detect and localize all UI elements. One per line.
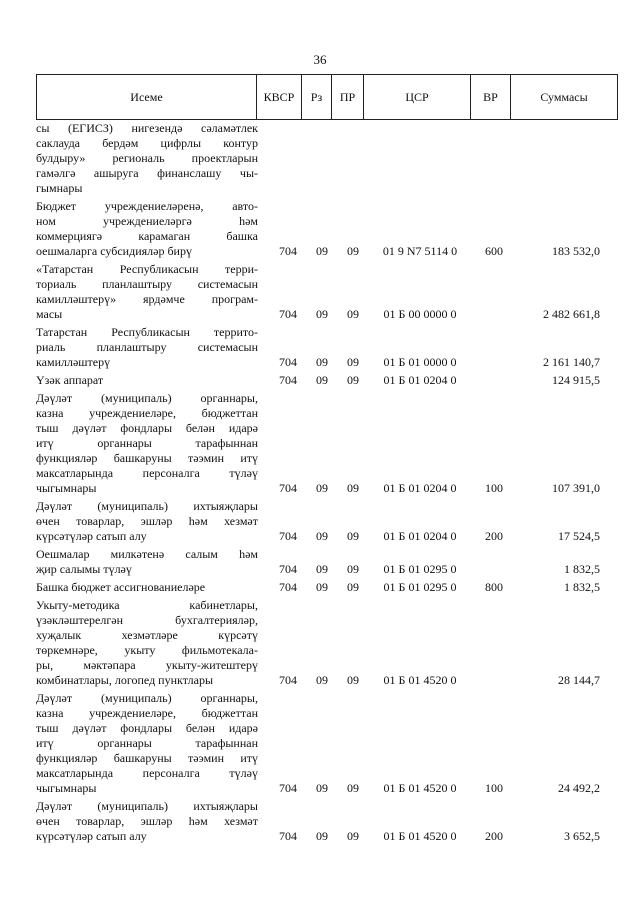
cell-sum: 183 532,0: [552, 244, 600, 258]
cell-rz: 09: [316, 781, 328, 795]
cell-sum: 2 482 661,8: [543, 307, 600, 321]
description-line: Бюджет учреждениеләренә, авто-: [36, 199, 258, 213]
description-line: Укыту-методика кабинетлары,: [36, 598, 258, 612]
description-line: гамәлгә ашыруга финанслашу чы-: [36, 166, 258, 180]
table-row: [36, 799, 618, 847]
table-body: [36, 121, 618, 847]
cell-rz: 09: [316, 355, 328, 369]
row-codes: [36, 580, 618, 595]
cell-kvsr: 704: [279, 355, 297, 369]
table-row: [36, 391, 618, 499]
table-row: [36, 547, 618, 580]
description-line: Дәүләт (муниципаль) органнары,: [36, 691, 258, 705]
description-line: казна учреждениеләре, бюджеттан: [36, 706, 258, 720]
description-line: күрсәтүләр сатып алу: [36, 529, 147, 543]
cell-csr: 01 9 N7 5114 0: [382, 244, 458, 258]
description-line: чыгымнары: [36, 781, 97, 795]
row-codes: [36, 481, 618, 496]
description-line: ториаль планлаштыру системасын: [36, 277, 258, 291]
cell-sum: 28 144,7: [558, 673, 600, 687]
cell-vr: 100: [485, 781, 503, 795]
description-line: ры, мәктәпара укыту-житештерү: [36, 658, 258, 672]
row-codes: [36, 307, 618, 322]
description-line: Дәүләт (муниципаль) органнары,: [36, 391, 258, 405]
description-line: камилләштерү» ярдәмче програм-: [36, 292, 258, 306]
table-row: [36, 598, 618, 691]
cell-sum: 24 492,2: [558, 781, 600, 795]
description-line: Дәүләт (муниципаль) ихтыяҗлары: [36, 799, 258, 813]
cell-csr: 01 Б 01 0204 0: [383, 373, 457, 387]
description-line: үзәкләштерелгән бухгалтерияләр,: [36, 613, 258, 627]
header-rz: Рз: [302, 75, 332, 119]
cell-kvsr: 704: [279, 307, 297, 321]
description-line: ном учреждениеләргә һәм: [36, 214, 258, 228]
description-line: сы (ЕГИСЗ) нигезендә сәламәтлек: [36, 121, 258, 135]
description-line: Татарстан Республикасын террито-: [36, 325, 258, 339]
cell-rz: 09: [316, 307, 328, 321]
description-line: функцияләр башкаруны тәэмин итү: [36, 451, 258, 465]
table-row: [36, 325, 618, 373]
table-row: [36, 199, 618, 262]
description-line: Үзәк аппарат: [36, 373, 104, 387]
table-row: [36, 580, 618, 598]
description-line: Дәүләт (муниципаль) ихтыяҗлары: [36, 499, 258, 513]
table-row: [36, 121, 618, 199]
header-csr: ЦСР: [364, 75, 471, 119]
header-vr: ВР: [471, 75, 511, 119]
cell-csr: 01 Б 01 0295 0: [383, 562, 457, 576]
cell-pr: 09: [347, 307, 359, 321]
header-kvsr: КВСР: [257, 75, 302, 119]
description-line: тыш дәүләт фондлары белән идарә: [36, 721, 258, 735]
cell-kvsr: 704: [279, 562, 297, 576]
cell-kvsr: 704: [279, 673, 297, 687]
table-header: [36, 74, 618, 120]
description-line: җир салымы түләү: [36, 562, 132, 576]
description-line: Оешмалар милкәтенә салым һәм: [36, 547, 258, 561]
cell-sum: 107 391,0: [552, 481, 600, 495]
table-row: [36, 499, 618, 547]
table-row: [36, 373, 618, 391]
description-line: булдыру» региональ проектларын: [36, 151, 258, 165]
description-line: хуҗалык хезмәтләре күрсәтү: [36, 628, 258, 642]
cell-rz: 09: [316, 829, 328, 843]
description-line: өчен товарлар, эшләр һәм хезмәт: [36, 514, 258, 528]
cell-kvsr: 704: [279, 580, 297, 594]
cell-vr: 600: [485, 244, 503, 258]
cell-vr: 800: [485, 580, 503, 594]
row-codes: [36, 829, 618, 844]
cell-sum: 124 915,5: [552, 373, 600, 387]
cell-pr: 09: [347, 244, 359, 258]
cell-kvsr: 704: [279, 781, 297, 795]
description-line: риаль планлаштыру системасын: [36, 340, 258, 354]
description-line: итү органнары тарафыннан: [36, 736, 258, 750]
description-line: өчен товарлар, эшләр һәм хезмәт: [36, 814, 258, 828]
row-codes: [36, 373, 618, 388]
cell-csr: 01 Б 01 4520 0: [383, 829, 457, 843]
cell-csr: 01 Б 01 0204 0: [383, 529, 457, 543]
description-line: функцияләр башкаруны тәэмин итү: [36, 751, 258, 765]
description-line: чыгымнары: [36, 481, 97, 495]
cell-rz: 09: [316, 673, 328, 687]
description-line: «Татарстан Республикасын терри-: [36, 262, 258, 276]
cell-csr: 01 Б 01 0204 0: [383, 481, 457, 495]
cell-csr: 01 Б 00 0000 0: [383, 307, 457, 321]
description-line: итү органнары тарафыннан: [36, 436, 258, 450]
row-codes: [36, 673, 618, 688]
description-line: максатларында персоналга түләү: [36, 766, 258, 780]
cell-sum: 1 832,5: [564, 580, 600, 594]
cell-pr: 09: [347, 781, 359, 795]
cell-kvsr: 704: [279, 829, 297, 843]
row-codes: [36, 781, 618, 796]
cell-sum: 1 832,5: [564, 562, 600, 576]
description-line: казна учреждениеләре, бюджеттан: [36, 406, 258, 420]
cell-pr: 09: [347, 373, 359, 387]
description-line: оешмаларга субсидияләр бирү: [36, 244, 192, 258]
cell-kvsr: 704: [279, 373, 297, 387]
header-pr: ПР: [332, 75, 364, 119]
cell-kvsr: 704: [279, 481, 297, 495]
row-codes: [36, 562, 618, 577]
cell-pr: 09: [347, 829, 359, 843]
description-line: саклауда бердәм цифрлы контур: [36, 136, 258, 150]
cell-csr: 01 Б 01 0000 0: [383, 355, 457, 369]
cell-rz: 09: [316, 529, 328, 543]
description-line: төркемнәре, укыту фильмотекала-: [36, 643, 258, 657]
cell-csr: 01 Б 01 4520 0: [383, 673, 457, 687]
description-line: максатларында персоналга түләү: [36, 466, 258, 480]
cell-pr: 09: [347, 529, 359, 543]
description-line: комбинатлары, логопед пунктлары: [36, 673, 214, 687]
description-line: коммерциягә карамаган башка: [36, 229, 258, 243]
cell-kvsr: 704: [279, 244, 297, 258]
row-codes: [36, 355, 618, 370]
cell-sum: 17 524,5: [558, 529, 600, 543]
cell-kvsr: 704: [279, 529, 297, 543]
row-codes: [36, 529, 618, 544]
description-line: камилләштерү: [36, 355, 111, 369]
cell-rz: 09: [316, 562, 328, 576]
cell-vr: 200: [485, 529, 503, 543]
row-codes: [36, 244, 618, 259]
cell-pr: 09: [347, 562, 359, 576]
cell-rz: 09: [316, 580, 328, 594]
cell-csr: 01 Б 01 4520 0: [383, 781, 457, 795]
description-line: гымнары: [36, 181, 83, 195]
cell-vr: 100: [485, 481, 503, 495]
description-line: күрсәтүләр сатып алу: [36, 829, 147, 843]
cell-rz: 09: [316, 373, 328, 387]
cell-sum: 2 161 140,7: [543, 355, 600, 369]
cell-pr: 09: [347, 580, 359, 594]
description-line: Башка бюджет ассигнованиеләре: [36, 580, 206, 594]
description-line: тыш дәүләт фондлары белән идарә: [36, 421, 258, 435]
cell-sum: 3 652,5: [564, 829, 600, 843]
page-number: 36: [313, 52, 327, 67]
cell-pr: 09: [347, 673, 359, 687]
cell-rz: 09: [316, 244, 328, 258]
description-line: масы: [36, 307, 63, 321]
cell-rz: 09: [316, 481, 328, 495]
cell-pr: 09: [347, 481, 359, 495]
table-row: [36, 691, 618, 799]
row-codes: [36, 181, 618, 196]
header-name: Исеме: [37, 75, 257, 119]
cell-vr: 200: [485, 829, 503, 843]
header-sum: Суммасы: [540, 89, 588, 104]
cell-pr: 09: [347, 355, 359, 369]
table-row: [36, 262, 618, 325]
cell-csr: 01 Б 01 0295 0: [383, 580, 457, 594]
